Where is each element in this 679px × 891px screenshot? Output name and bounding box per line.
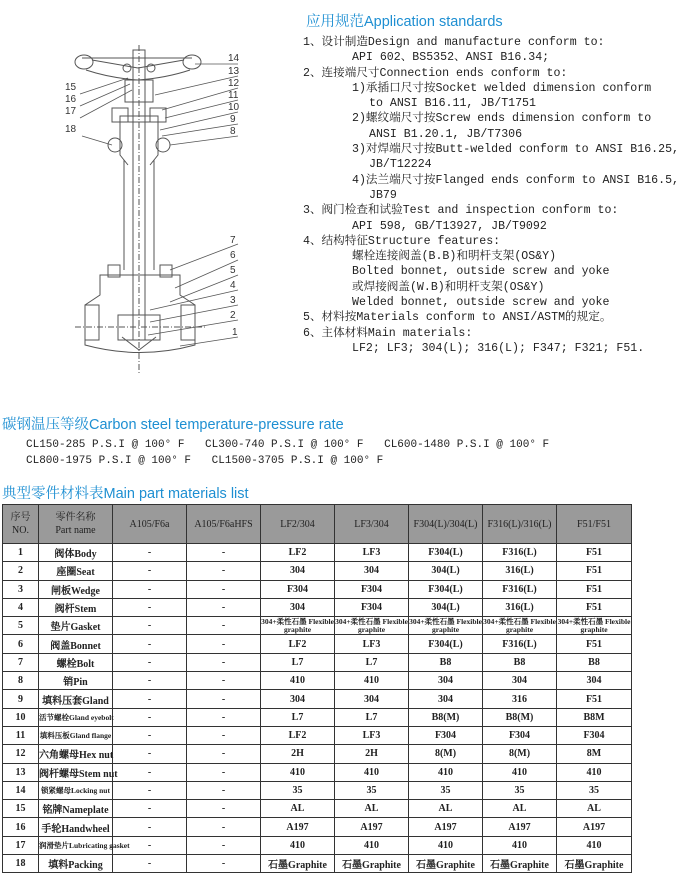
cell-material: 304+柔性石墨 Flexible graphite — [409, 616, 482, 634]
diagram-label: 7 — [230, 235, 236, 246]
cell-material: - — [113, 726, 187, 744]
cell-material: - — [187, 726, 261, 744]
diagram-label: 1 — [232, 327, 238, 338]
cell-part-name: 锁紧螺母Locking nut — [39, 781, 113, 799]
cell-material: 410 — [557, 763, 632, 781]
cell-material: 石墨Graphite — [557, 855, 632, 873]
cell-material: 410 — [557, 836, 632, 854]
cell-material: 316(L) — [483, 562, 557, 580]
materials-table — [2, 504, 632, 873]
cell-part-name: 润滑垫片Lubricating gasket — [39, 836, 113, 854]
standards-line: Bolted bonnet, outside screw and yoke — [352, 265, 610, 279]
cell-material: F304 — [483, 726, 557, 744]
cell-material: 石墨Graphite — [261, 855, 335, 873]
table-row — [3, 598, 632, 616]
cell-material: 410 — [261, 672, 335, 690]
cell-material: 35 — [335, 781, 409, 799]
cell-material: - — [113, 855, 187, 873]
standards-list — [303, 35, 679, 356]
cell-material: 316(L) — [483, 598, 557, 616]
cell-material: LF3 — [335, 544, 409, 562]
cell-no: 13 — [3, 763, 39, 781]
header-col: F316(L)/316(L) — [483, 505, 557, 544]
cell-material: F316(L) — [483, 580, 557, 598]
table-row — [3, 745, 632, 763]
cell-material: - — [187, 562, 261, 580]
header-col: F304(L)/304(L) — [409, 505, 483, 544]
diagram-label: 5 — [230, 265, 236, 276]
cell-part-name: 闸板Wedge — [39, 580, 113, 598]
standards-line: API 602、BS5352、ANSI B16.34; — [352, 51, 550, 65]
cell-material: F304 — [335, 598, 409, 616]
diagram-label: 11 — [228, 90, 239, 101]
cell-material: 410 — [335, 836, 409, 854]
table-row — [3, 855, 632, 873]
cell-material: 410 — [483, 763, 557, 781]
cell-material: - — [187, 763, 261, 781]
standards-line: 4、结构特征Structure features: — [303, 234, 501, 248]
table-row — [3, 763, 632, 781]
cell-material: - — [187, 855, 261, 873]
cell-material: - — [187, 690, 261, 708]
cell-material: 石墨Graphite — [335, 855, 409, 873]
diagram-label: 6 — [230, 250, 236, 261]
cell-no: 15 — [3, 800, 39, 818]
cell-material: F304(L) — [409, 544, 483, 562]
rating-item: CL1500-3705 P.S.I @ 100° F — [211, 454, 384, 467]
diagram-label: 3 — [230, 295, 236, 306]
cell-material: AL — [557, 800, 632, 818]
cell-material: LF3 — [335, 726, 409, 744]
diagram-label: 17 — [65, 106, 77, 117]
cell-material: - — [113, 836, 187, 854]
cell-material: B8(M) — [409, 708, 483, 726]
cell-no: 9 — [3, 690, 39, 708]
cell-material: - — [113, 690, 187, 708]
cell-material: F51 — [557, 544, 632, 562]
cell-material: 2H — [335, 745, 409, 763]
table-row — [3, 635, 632, 653]
cell-part-name: 填料Packing — [39, 855, 113, 873]
cell-no: 8 — [3, 672, 39, 690]
rating-item: CL600-1480 P.S.I @ 100° F — [384, 439, 550, 451]
cell-material: 304+柔性石墨 Flexible graphite — [483, 616, 556, 634]
standards-line: 2)螺纹端尺寸按Screw ends dimension conform to — [352, 112, 652, 126]
cell-material: 316 — [483, 690, 557, 708]
rating-item: CL300-740 P.S.I @ 100° F — [205, 439, 364, 451]
header-col: A105/F6aHFS — [187, 505, 261, 544]
cell-material: A197 — [483, 818, 557, 836]
cell-material: - — [113, 617, 187, 635]
cell-material: L7 — [335, 653, 409, 671]
cell-material: 410 — [409, 836, 483, 854]
cell-material: F51 — [557, 598, 632, 616]
cell-no: 10 — [3, 708, 39, 726]
cell-part-name: 铭牌Nameplate — [39, 800, 113, 818]
cell-material: - — [187, 544, 261, 562]
table-row — [3, 836, 632, 854]
cell-material: 410 — [335, 763, 409, 781]
standards-title: 应用规范Application standards — [306, 14, 503, 30]
cell-material: 35 — [409, 781, 483, 799]
table-row — [3, 800, 632, 818]
cell-material: - — [187, 781, 261, 799]
cell-material: F304 — [335, 580, 409, 598]
diagram-label: 18 — [65, 124, 77, 135]
cell-material: B8 — [557, 653, 632, 671]
cell-material: AL — [483, 800, 557, 818]
cell-material: 35 — [483, 781, 557, 799]
diagram-label: 13 — [228, 66, 240, 77]
cell-material: AL — [261, 800, 335, 818]
cell-material: 304 — [409, 672, 483, 690]
cell-material: 304 — [557, 672, 632, 690]
cell-material: - — [187, 598, 261, 616]
cell-material: - — [113, 562, 187, 580]
cell-material: - — [187, 580, 261, 598]
standards-line: 3、阀门检查和试验Test and inspection conform to: — [303, 204, 619, 218]
cell-material: 304 — [409, 690, 483, 708]
cell-material: LF2 — [261, 635, 335, 653]
cell-material: - — [187, 672, 261, 690]
standards-line: 2、连接端尺寸Connection ends conform to: — [303, 66, 568, 80]
cell-no: 3 — [3, 580, 39, 598]
cell-part-name: 六角螺母Hex nut — [39, 745, 113, 763]
cell-part-name: 阀杆Stem — [39, 598, 113, 616]
cell-part-name: 阀盖Bonnet — [39, 635, 113, 653]
cell-material: B8 — [409, 653, 483, 671]
cell-material: 304(L) — [409, 598, 483, 616]
cell-material: 304 — [261, 598, 335, 616]
cell-material: - — [113, 800, 187, 818]
cell-material: 304+柔性石墨 Flexible graphite — [261, 616, 334, 634]
cell-material: - — [113, 745, 187, 763]
cell-material: F51 — [557, 562, 632, 580]
application-standards — [303, 10, 679, 356]
cell-no: 4 — [3, 598, 39, 616]
standards-line: Welded bonnet, outside screw and yoke — [352, 296, 610, 310]
cell-material: - — [113, 818, 187, 836]
cell-material: - — [113, 781, 187, 799]
cell-no: 14 — [3, 781, 39, 799]
cell-material: F304(L) — [409, 580, 483, 598]
cell-material: - — [187, 745, 261, 763]
materials-title: 典型零件材料表Main part materials list — [2, 486, 249, 502]
diagram-label: 16 — [65, 94, 77, 105]
cell-material: 304 — [261, 562, 335, 580]
standards-line: ANSI B1.20.1, JB/T7306 — [369, 127, 523, 141]
table-row — [3, 818, 632, 836]
cell-material: 410 — [261, 763, 335, 781]
cell-material: B8M — [557, 708, 632, 726]
cell-material: 304 — [335, 690, 409, 708]
cell-part-name: 活节螺栓Gland eyebolt — [39, 708, 113, 726]
cell-no: 16 — [3, 818, 39, 836]
cell-material: - — [113, 653, 187, 671]
diagram-label: 4 — [230, 280, 236, 291]
cell-material: 410 — [335, 672, 409, 690]
cell-material: - — [187, 800, 261, 818]
standards-line: 1、设计制造Design and manufacture conform to: — [303, 36, 605, 49]
table-row — [3, 781, 632, 799]
table-row — [3, 617, 632, 635]
cell-material: 304 — [335, 562, 409, 580]
cell-part-name: 填料压板Gland flange — [39, 726, 113, 744]
cell-material: F51 — [557, 690, 632, 708]
cell-material: F316(L) — [483, 635, 557, 653]
cell-material: L7 — [261, 708, 335, 726]
diagram-label: 2 — [230, 310, 236, 321]
cell-material: A197 — [261, 818, 335, 836]
cell-material: 石墨Graphite — [483, 855, 557, 873]
cell-material: L7 — [335, 708, 409, 726]
header-col: F51/F51 — [557, 505, 632, 544]
standards-line: 螺栓连接阀盖(B.B)和明杆支架(OS&Y) — [352, 250, 557, 264]
cell-material: 410 — [483, 836, 557, 854]
cell-material: A197 — [557, 818, 632, 836]
cell-material: - — [113, 635, 187, 653]
table-row — [3, 672, 632, 690]
cell-no: 1 — [3, 544, 39, 562]
standards-line: LF2; LF3; 304(L); 316(L); F347; F321; F51. — [352, 341, 645, 355]
cell-material: 304(L) — [409, 562, 483, 580]
diagram-label: 10 — [228, 102, 240, 113]
standards-line: JB/T12224 — [369, 158, 432, 172]
cell-material: 304+柔性石墨 Flexible graphite — [335, 616, 408, 634]
cell-material: 2H — [261, 745, 335, 763]
cell-material: 304 — [483, 672, 557, 690]
cell-material: - — [113, 544, 187, 562]
cell-part-name: 手轮Handwheel — [39, 818, 113, 836]
cell-material: B8(M) — [483, 708, 557, 726]
cell-material: F51 — [557, 580, 632, 598]
cell-material: 304 — [261, 690, 335, 708]
cell-material: 8(M) — [483, 745, 557, 763]
cell-material: F316(L) — [483, 544, 557, 562]
header-col: LF3/304 — [335, 505, 409, 544]
cell-material: - — [113, 598, 187, 616]
cell-material: L7 — [261, 653, 335, 671]
cell-material: - — [187, 818, 261, 836]
cell-no: 6 — [3, 635, 39, 653]
cell-material: - — [113, 763, 187, 781]
cell-no: 17 — [3, 836, 39, 854]
table-row — [3, 653, 632, 671]
cell-material: 410 — [409, 763, 483, 781]
cell-material: LF2 — [261, 544, 335, 562]
diagram-label: 9 — [230, 114, 236, 125]
cell-material: 35 — [557, 781, 632, 799]
cell-material: A197 — [335, 818, 409, 836]
cell-part-name: 阀体Body — [39, 544, 113, 562]
cell-part-name: 阀杆螺母Stem nut — [39, 763, 113, 781]
cell-material: - — [187, 836, 261, 854]
cell-material: - — [113, 580, 187, 598]
cell-material: - — [113, 672, 187, 690]
cell-material: F51 — [557, 635, 632, 653]
table-row — [3, 726, 632, 744]
cell-material: 8M — [557, 745, 632, 763]
diagram-label: 15 — [65, 82, 77, 93]
rating-item: CL800-1975 P.S.I @ 100° F — [26, 454, 192, 467]
cell-part-name: 垫片Gasket — [39, 617, 113, 635]
cell-no: 12 — [3, 745, 39, 763]
header-col: A105/F6a — [113, 505, 187, 544]
temperature-pressure-rating — [2, 413, 670, 469]
cell-material: - — [187, 617, 261, 635]
header-no: 序号 NO. — [3, 505, 39, 544]
rating-item: CL150-285 P.S.I @ 100° F — [26, 439, 185, 451]
cell-material: F304(L) — [409, 635, 483, 653]
table-row — [3, 562, 632, 580]
cell-material: LF3 — [335, 635, 409, 653]
standards-line: 或焊接阀盖(W.B)和明杆支架(OS&Y) — [352, 280, 545, 294]
standards-line: 6、主体材料Main materials: — [303, 326, 473, 340]
diagram-label: 12 — [228, 78, 240, 89]
standards-line: JB79 — [369, 188, 397, 202]
standards-line: 4)法兰端尺寸按Flanged ends conform to ANSI B16.5, — [352, 173, 679, 187]
cell-material: 304+柔性石墨 Flexible graphite — [557, 616, 631, 634]
standards-line: 1)承插口尺寸按Socket welded dimension conform — [352, 81, 652, 95]
cell-no: 5 — [3, 617, 39, 635]
table-row — [3, 708, 632, 726]
standards-line: to ANSI B16.11, JB/T1751 — [369, 97, 536, 111]
header-col: LF2/304 — [261, 505, 335, 544]
cell-no: 2 — [3, 562, 39, 580]
cell-material: AL — [409, 800, 483, 818]
cell-part-name: 销Pin — [39, 672, 113, 690]
cell-material: F304 — [261, 580, 335, 598]
table-row — [3, 690, 632, 708]
cell-material: B8 — [483, 653, 557, 671]
cell-material: - — [187, 635, 261, 653]
table-row — [3, 544, 632, 562]
cell-material: 410 — [261, 836, 335, 854]
cell-part-name: 螺栓Bolt — [39, 653, 113, 671]
diagram-label: 14 — [228, 53, 240, 64]
cell-material: 35 — [261, 781, 335, 799]
cell-material: F304 — [557, 726, 632, 744]
cell-material: A197 — [409, 818, 483, 836]
cell-part-name: 填料压套Gland — [39, 690, 113, 708]
cell-part-name: 座圈Seat — [39, 562, 113, 580]
valve-cross-section-diagram — [20, 40, 280, 410]
cell-no: 11 — [3, 726, 39, 744]
cell-material: - — [113, 708, 187, 726]
cell-material: 8(M) — [409, 745, 483, 763]
cell-material: - — [187, 653, 261, 671]
cell-material: 石墨Graphite — [409, 855, 483, 873]
cell-material: AL — [335, 800, 409, 818]
standards-line: 5、材料按Materials conform to ANSI/ASTM的规定。 — [303, 311, 612, 325]
cell-material: LF2 — [261, 726, 335, 744]
cell-material: F304 — [409, 726, 483, 744]
table-header-row — [3, 505, 632, 544]
standards-line: 3)对焊端尺寸按Butt-welded conform to ANSI B16.25, — [352, 143, 679, 157]
cell-no: 7 — [3, 653, 39, 671]
rating-title: 碳钢温压等级Carbon steel temperature-pressure rate — [2, 417, 344, 433]
cell-material: - — [187, 708, 261, 726]
diagram-label: 8 — [230, 126, 236, 137]
cell-no: 18 — [3, 855, 39, 873]
standards-line: API 598, GB/T13927, JB/T9092 — [352, 219, 547, 233]
table-row — [3, 580, 632, 598]
header-part-name: 零件名称 Part name — [39, 505, 113, 544]
